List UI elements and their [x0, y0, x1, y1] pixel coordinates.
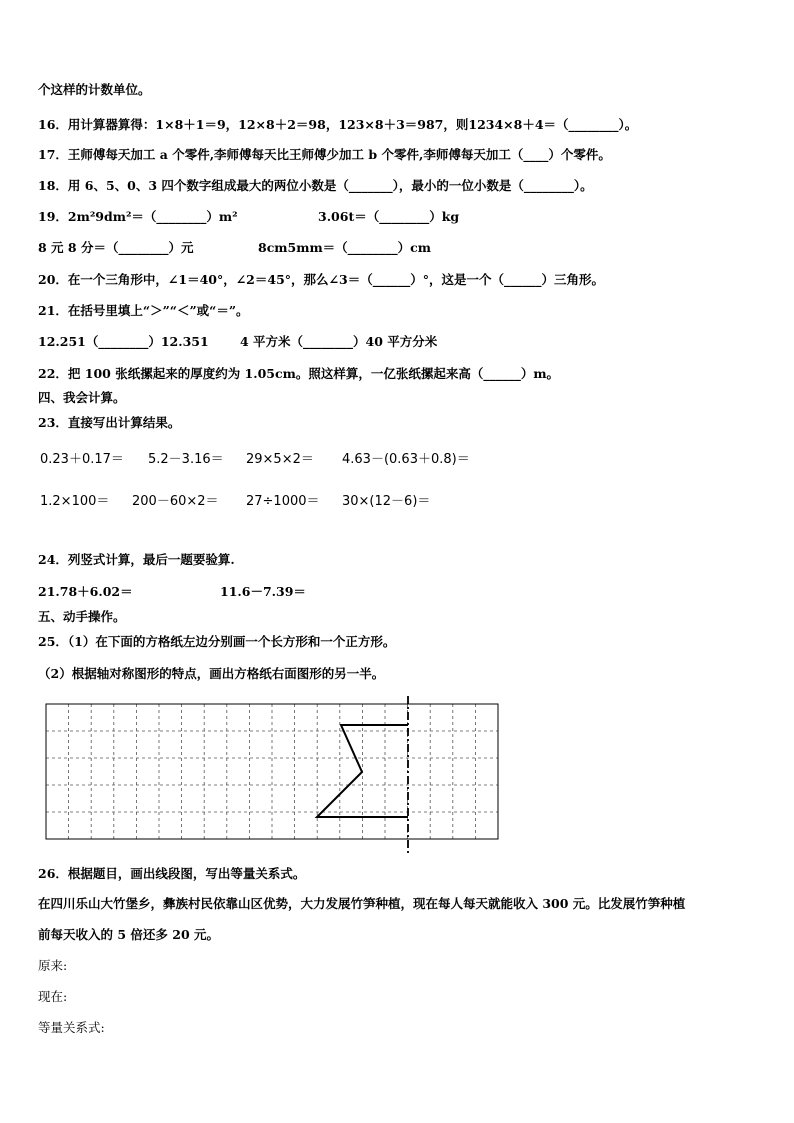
- question-20: 20．在一个三角形中，∠1＝40°，∠2＝45°，那么∠3＝（______）°，这是一个（______）三角形。: [38, 272, 604, 287]
- section-five-heading: 五、动手操作。: [38, 609, 126, 624]
- question-21-part-b: 4 平方米（________）40 平方分米: [240, 334, 438, 349]
- calc-item-1: 0.23＋0.17＝: [40, 452, 124, 467]
- calc-item-7: 27÷1000＝: [246, 494, 320, 509]
- question-23: 23．直接写出计算结果。: [38, 415, 181, 430]
- equation-label: 等量关系式:: [38, 1020, 105, 1035]
- calc-item-2: 5.2－3.16＝: [148, 452, 224, 467]
- question-24-part-a: 21.78＋6.02＝: [38, 584, 133, 599]
- calc-item-8: 30×(12－6)＝: [342, 494, 431, 509]
- calc-item-4: 4.63－(0.63＋0.8)＝: [342, 452, 470, 467]
- question-21: 21．在括号里填上“＞”“＜”或“＝”。: [38, 303, 249, 318]
- question-25-part-2: （2）根据轴对称图形的特点，画出方格纸右面图形的另一半。: [38, 666, 385, 681]
- question-18: 18．用 6、5、0、3 四个数字组成最大的两位小数是（_______），最小的一位小数是（________）。: [38, 178, 593, 193]
- half-figure: [317, 725, 408, 817]
- question-24-part-b: 11.6－7.39＝: [220, 584, 306, 599]
- question-19-part-d: 8cm5mm＝（________）cm: [258, 240, 432, 255]
- now-label: 现在:: [38, 989, 68, 1004]
- question-19-part-a: 19．2m²9dm²＝（________）m²: [38, 209, 238, 224]
- question-26-text-line-1: 在四川乐山大竹堡乡，彝族村民依靠山区优势，大力发展竹笋种植，现在每人每天就能收入 300 元。比发展竹笋种植: [38, 896, 686, 911]
- question-17: 17．王师傅每天加工 a 个零件,李师傅每天比王师傅少加工 b 个零件,李师傅每天加工（____）个零件。: [38, 147, 611, 162]
- section-four-heading: 四、我会计算。: [38, 390, 126, 405]
- original-label: 原来:: [38, 958, 68, 973]
- question-16: 16．用计算器算得：1×8＋1＝9，12×8＋2＝98，123×8＋3＝987，则1234×8＋4＝（________）。: [38, 117, 638, 132]
- question-19-part-c: 8 元 8 分＝（________）元: [38, 240, 194, 255]
- question-24: 24．列竖式计算，最后一题要验算.: [38, 552, 235, 567]
- question-25-part-1: 25．（1）在下面的方格纸左边分别画一个长方形和一个正方形。: [38, 634, 396, 649]
- question-22: 22．把 100 张纸摞起来的厚度约为 1.05cm。照这样算，一亿张纸摞起来高（______）m。: [38, 366, 560, 381]
- grid-lines: [46, 704, 498, 839]
- question-19-part-b: 3.06t＝（________）kg: [318, 209, 460, 224]
- calc-item-6: 200－60×2＝: [132, 494, 219, 509]
- calc-item-5: 1.2×100＝: [40, 494, 110, 509]
- calc-item-3: 29×5×2＝: [246, 452, 314, 467]
- question-26-text-line-2: 前每天收入的 5 倍还多 20 元。: [38, 927, 220, 942]
- question-21-part-a: 12.251（________）12.351: [38, 334, 209, 349]
- question-26: 26．根据题目，画出线段图，写出等量关系式。: [38, 866, 306, 881]
- continued-line: 个这样的计数单位。: [38, 82, 151, 97]
